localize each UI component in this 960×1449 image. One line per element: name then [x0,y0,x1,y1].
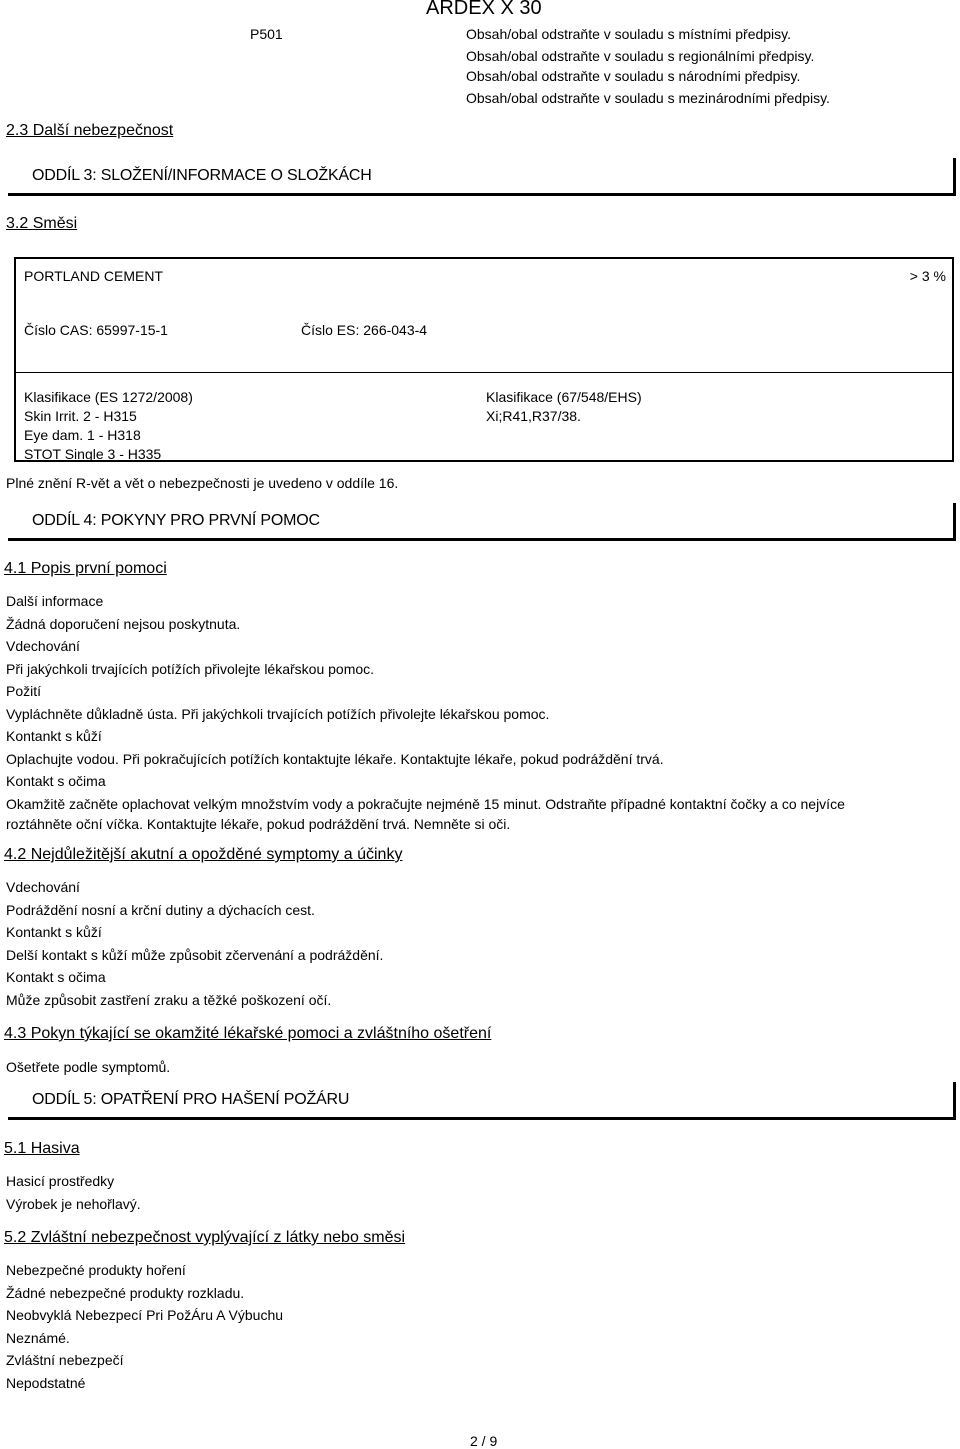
precaution-line: Obsah/obal odstraňte v souladu s národními předpisy. [466,68,801,84]
precaution-line: Obsah/obal odstraňte v souladu s regionálními předpisy. [466,48,815,64]
first-aid-label: Kontakt s očima [6,773,106,789]
subsection-3-2-heading: 3.2 Směsi [6,215,78,232]
symptom-text: Podráždění nosní a krční dutiny a dýchacích cest. [6,902,315,918]
clp-classification-line: Klasifikace (ES 1272/2008) [24,389,193,405]
section-5-bar [8,1082,956,1120]
clp-classification-line: STOT Single 3 - H335 [24,446,162,462]
first-aid-text: Vypláchněte důkladně ústa. Při jakýchkoli trvajících potížích přivolejte lékařskou pomoc. [6,706,550,722]
first-aid-label: Požití [6,683,42,699]
substance-name: PORTLAND CEMENT [24,268,163,284]
subsection-2-3-heading: 2.3 Další nebezpečnost [6,122,174,139]
page-number: 2 / 9 [470,1433,498,1449]
symptom-label: Vdechování [6,879,80,895]
precaution-line: Obsah/obal odstraňte v souladu s mezinárodními předpisy. [466,90,830,106]
hazard-text: Nepodstatné [6,1375,86,1391]
subsection-4-3-heading: 4.3 Pokyn týkající se okamžité lékařské pomoci a zvláštního ošetření [4,1025,492,1042]
hazard-label: Zvláštní nebezpečí [6,1352,124,1368]
subsection-5-1-heading: 5.1 Hasiva [4,1140,80,1157]
subsection-5-2-heading: 5.2 Zvláštní nebezpečnost vyplývající z látky nebo směsi [4,1229,406,1246]
document-title: ARDEX X 30 [426,0,542,19]
clp-classification-line: Skin Irrit. 2 - H315 [24,408,137,424]
hazard-label: Neobvyklá Nebezpecí Pri PožÁru A Výbuchu [6,1307,284,1323]
symptom-text: Delší kontakt s kůží může způsobit zčervenání a podráždění. [6,947,384,963]
clp-classification-line: Eye dam. 1 - H318 [24,427,141,443]
symptom-text: Může způsobit zastření zraku a těžké poškození očí. [6,992,332,1008]
dsd-classification-line: Xi;R41,R37/38. [486,408,581,424]
hazard-label: Nebezpečné produkty hoření [6,1262,186,1278]
hazard-text: Neznámé. [6,1330,70,1346]
extinguishing-label: Hasicí prostředky [6,1173,115,1189]
section-3-title: ODDÍL 3: SLOŽENÍ/INFORMACE O SLOŽKÁCH [32,167,372,184]
first-aid-text: Okamžitě začněte oplachovat velkým množstvím vody a pokračujte nejméně 15 minut. Odstraňte případné kontaktní čočky a co nejvíce [6,796,845,812]
section-3-bar [8,158,956,196]
first-aid-label: Další informace [6,593,104,609]
section-4-bar [8,503,956,541]
precaution-code: P501 [250,26,283,42]
symptom-label: Kontankt s kůží [6,924,102,940]
symptom-label: Kontakt s očima [6,969,106,985]
es-number: Číslo ES: 266-043-4 [301,322,428,338]
table-divider [16,372,952,373]
subsection-4-2-heading: 4.2 Nejdůležitější akutní a opožděné symptomy a účinky [4,846,403,863]
first-aid-text: Při jakýchkoli trvajících potížích přivolejte lékařskou pomoc. [6,661,375,677]
precaution-line: Obsah/obal odstraňte v souladu s místními předpisy. [466,26,792,42]
first-aid-text: Žádná doporučení nejsou poskytnuta. [6,616,241,632]
subsection-4-1-heading: 4.1 Popis první pomoci [4,560,167,577]
first-aid-text: roztáhněte oční víčka. Kontaktujte lékaře, pokud podráždění trvá. Nemněte si oči. [6,816,511,832]
first-aid-label: Kontankt s kůží [6,728,102,744]
hazard-text: Žádné nebezpečné produkty rozkladu. [6,1285,245,1301]
first-aid-label: Vdechování [6,638,80,654]
first-aid-text: Oplachujte vodou. Při pokračujících potížích kontaktujte lékaře. Kontaktujte lékaře, pokud podráždění trvá. [6,751,664,767]
treatment-text: Ošetřete podle symptomů. [6,1059,171,1075]
section-5-title: ODDÍL 5: OPATŘENÍ PRO HAŠENÍ POŽÁRU [32,1091,350,1108]
substance-percent: > 3 % [909,268,946,284]
dsd-classification-line: Klasifikace (67/548/EHS) [486,389,642,405]
extinguishing-text: Výrobek je nehořlavý. [6,1196,141,1212]
cas-number: Číslo CAS: 65997-15-1 [24,322,168,338]
substance-table [14,257,954,462]
r-phrases-note: Plné znění R-vět a vět o nebezpečnosti je uvedeno v oddíle 16. [6,475,399,491]
section-4-title: ODDÍL 4: POKYNY PRO PRVNÍ POMOC [32,512,320,529]
